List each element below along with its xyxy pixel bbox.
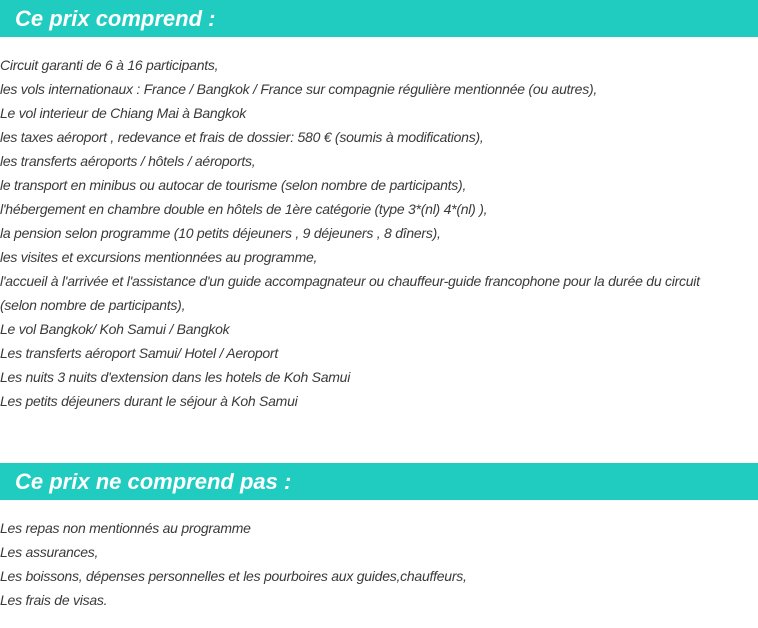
list-item: Les assurances, <box>0 544 99 560</box>
list-item: les transferts aéroports / hôtels / aéroports, <box>0 153 256 169</box>
list-item: Les frais de visas. <box>0 592 108 608</box>
list-item: Les petits déjeuners durant le séjour à Koh Samui <box>0 393 298 409</box>
included-items-list <box>0 53 758 413</box>
list-item: Circuit garanti de 6 à 16 participants, <box>0 57 219 73</box>
list-item: le transport en minibus ou autocar de tourisme (selon nombre de participants), <box>0 177 467 193</box>
list-item: les visites et excursions mentionnées au programme, <box>0 249 318 265</box>
excluded-section-title: Ce prix ne comprend pas : <box>15 469 292 494</box>
list-item: (selon nombre de participants), <box>0 297 186 313</box>
included-section-title: Ce prix comprend : <box>15 6 216 31</box>
list-item: Les boissons, dépenses personnelles et les pourboires aux guides,chauffeurs, <box>0 568 467 584</box>
list-item: les vols internationaux : France / Bangkok / France sur compagnie régulière mentionnée (ou autres), <box>0 81 598 97</box>
list-item: Les repas non mentionnés au programme <box>0 520 251 536</box>
excluded-items-list <box>0 516 758 612</box>
included-section-heading <box>0 0 758 37</box>
list-item: les taxes aéroport , redevance et frais de dossier: 580 € (soumis à modifications), <box>0 129 484 145</box>
list-item: Les nuits 3 nuits d'extension dans les hotels de Koh Samui <box>0 369 351 385</box>
excluded-section-heading <box>0 463 758 500</box>
list-item: l'accueil à l'arrivée et l'assistance d'un guide accompagnateur ou chauffeur-guide francophone pour la durée du circuit <box>0 273 700 289</box>
list-item: Le vol interieur de Chiang Mai à Bangkok <box>0 105 247 121</box>
list-item: la pension selon programme (10 petits déjeuners , 9 déjeuners , 8 dîners), <box>0 225 441 241</box>
list-item: Le vol Bangkok/ Koh Samui / Bangkok <box>0 321 230 337</box>
list-item: Les transferts aéroport Samui/ Hotel / Aeroport <box>0 345 278 361</box>
list-item: l'hébergement en chambre double en hôtels de 1ère catégorie (type 3*(nl) 4*(nl) ), <box>0 201 488 217</box>
